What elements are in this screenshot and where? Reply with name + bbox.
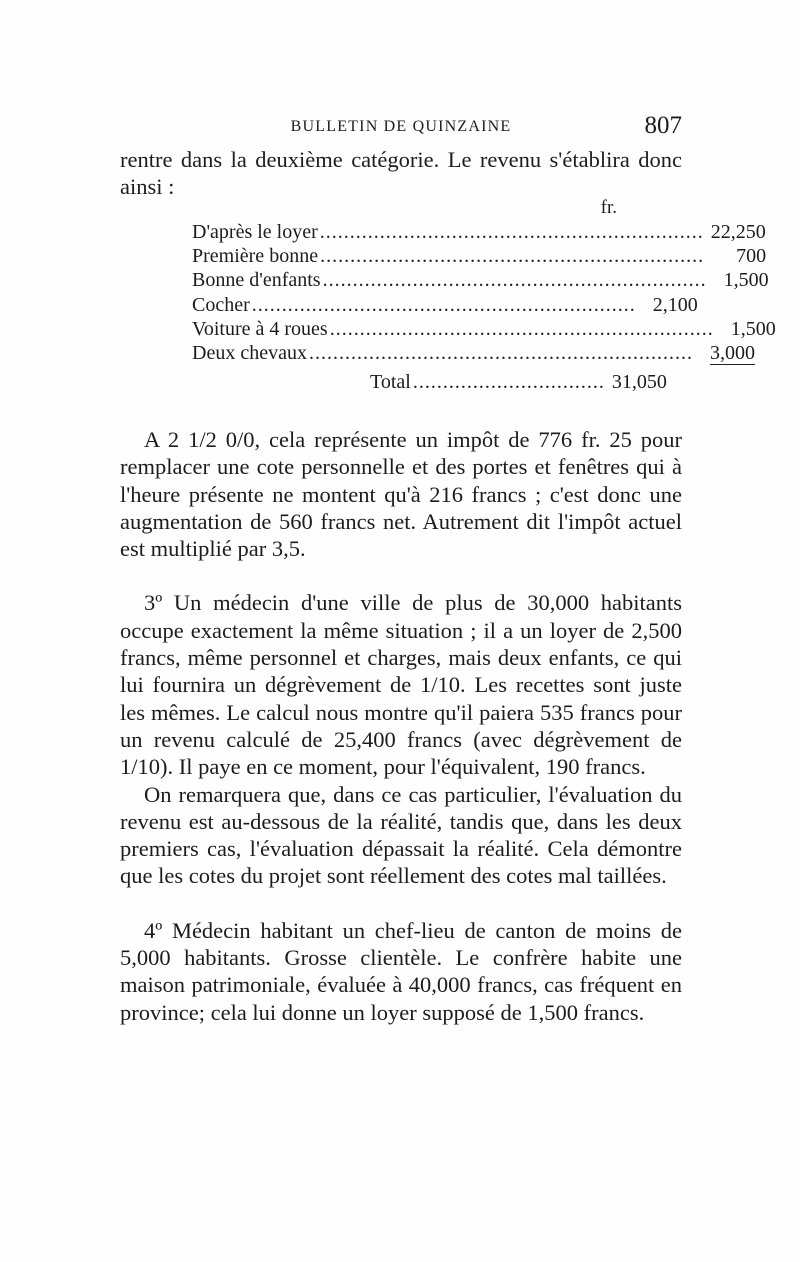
leader-dots: ................................................................ <box>319 221 704 243</box>
account-row-label: D'après le loyer <box>192 221 318 243</box>
leader-dots: ................................................................ <box>320 245 705 268</box>
paragraph-tax-comparison: A 2 1/2 0/0, cela représente un impôt de 776 fr. 25 pour remplacer une cote personnelle et des portes et fenêtres qui à l'heure présente ne montent qu'à 216 francs ; c'est donc une augmentation de 560 francs net. Autrement dit l'impôt actuel est multiplié par 3,5. <box>120 427 682 562</box>
leader-dots: ................................................................ <box>308 341 693 364</box>
account-row-amount: 22,250 <box>710 221 766 243</box>
account-row <box>192 317 776 341</box>
account-row-amount: 700 <box>736 245 767 268</box>
intro-paragraph <box>120 146 682 201</box>
account-row-amount: 2,100 <box>652 293 698 316</box>
account-row-amount <box>697 341 755 365</box>
account-row-label: Voiture à 4 roues <box>192 317 328 340</box>
account-row <box>192 268 769 292</box>
account-row-label: Deux chevaux <box>192 341 307 364</box>
total-label: Total <box>370 371 411 394</box>
paragraph-case-4: 4º Médecin habitant un chef-lieu de canton de moins de 5,000 habitants. Grosse clientèle. Le confrère habite une maison patrimoniale, évaluée à 40,000 francs, cas fréquent en province; cela lui donne un loyer supposé de 1,500 francs. <box>120 917 682 1025</box>
paragraph-case-3: 3º Un médecin d'une ville de plus de 30,000 habitants occupe exactement la même situation ; il a un loyer de 2,500 francs, même personnel et charges, mais deux enfants, ce qui lui fournira un dégrèvement de 1/10. Les recettes sont juste les mêmes. Le calcul nous montre qu'il paiera 535 francs pour un revenu calculé de 25,400 francs (avec dégrèvement de 1/10). Il paye en ce moment, pour l'équivalent, 190 francs. <box>120 590 682 780</box>
revenue-account <box>192 196 776 395</box>
leader-dots: ................................................................ <box>251 293 636 316</box>
account-row <box>192 244 767 268</box>
currency-unit: fr. <box>600 197 617 218</box>
leader-dots: ................................ <box>412 371 605 394</box>
running-title: BULLETIN DE QUINZAINE <box>290 118 512 135</box>
intro-text: rentre dans la deuxième catégorie. Le revenu s'établira donc ainsi : <box>120 147 682 200</box>
page-number: 807 <box>644 112 682 139</box>
account-row-amount: 1,500 <box>723 269 769 292</box>
running-head <box>120 112 682 142</box>
underlined-amount: 3,000 <box>709 341 755 364</box>
account-row <box>192 293 698 317</box>
account-row-label: Première bonne <box>192 245 319 268</box>
account-total-row <box>370 369 667 395</box>
body-text <box>120 426 682 1026</box>
total-amount: 31,050 <box>611 371 667 394</box>
account-row-label: Bonne d'enfants <box>192 269 321 292</box>
account-row <box>192 220 766 244</box>
account-row <box>192 341 755 365</box>
paragraph-remark: On remarquera que, dans ce cas particulier, l'évaluation du revenu est au-dessous de la réalité, tandis que, dans les deux premiers cas, l'évaluation dépassait la réalité. Cela démontre que les cotes du projet sont réellement des cotes mal taillées. <box>120 781 682 889</box>
leader-dots: ................................................................ <box>322 269 707 292</box>
account-row-amount: 1,500 <box>730 317 776 340</box>
leader-dots: ................................................................ <box>329 317 714 340</box>
account-row-label: Cocher <box>192 293 250 316</box>
